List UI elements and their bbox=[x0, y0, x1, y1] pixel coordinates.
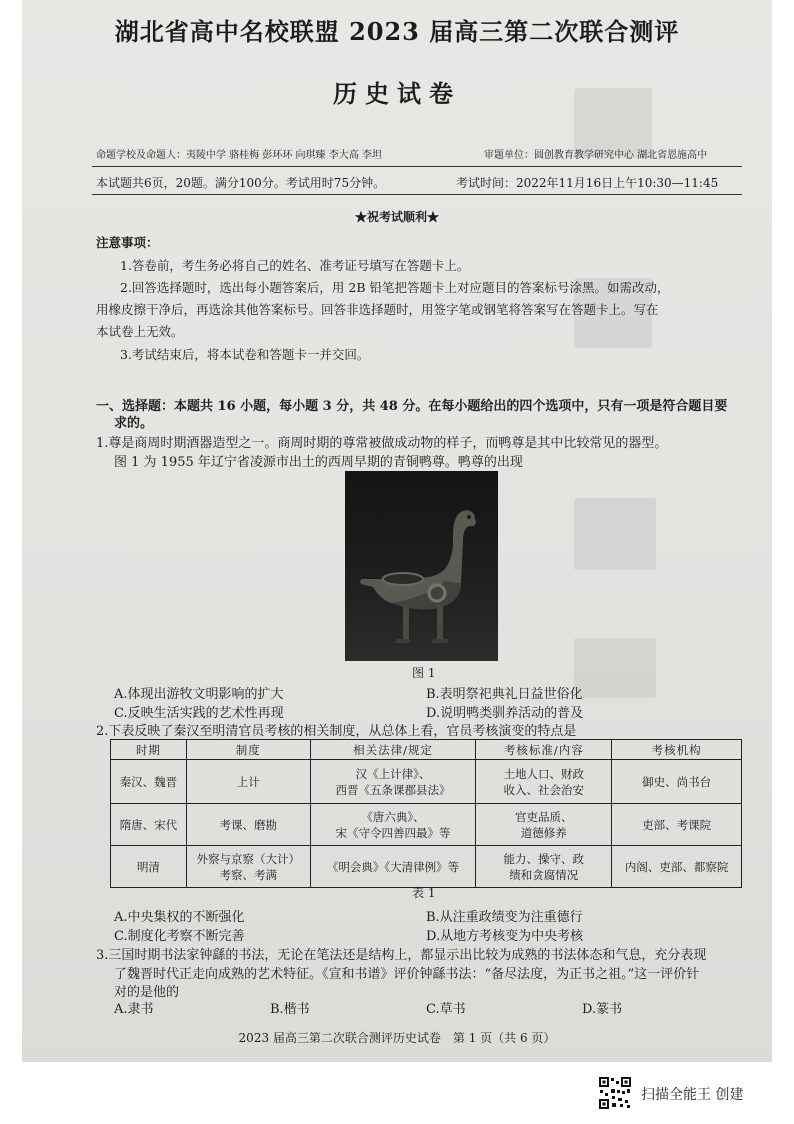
table-cell: 吏部、考课院 bbox=[612, 804, 742, 846]
question-1-option-a: A.体现出游牧文明影响的扩大 bbox=[114, 687, 284, 702]
table-header: 考核机构 bbox=[612, 740, 742, 760]
table-header: 时期 bbox=[111, 740, 187, 760]
figure-1-caption: 图 1 bbox=[412, 666, 436, 680]
scanner-brand-label: 扫描全能王 创建 bbox=[641, 1087, 744, 1103]
question-3-stem-cont: 对的是他的 bbox=[114, 985, 180, 1000]
bleed-through-mark bbox=[574, 638, 656, 698]
question-3-stem: 3.三国时期书法家钟繇的书法，无论在笔法还是结构上，都显示出比较为成熟的书法体态和气息，充分表现 bbox=[96, 948, 707, 963]
bronze-duck-zun-photo bbox=[345, 471, 498, 661]
table-header: 考核标准/内容 bbox=[476, 740, 612, 760]
question-1-stem-cont: 图 1 为 1955 年辽宁省凌源市出土的西周早期的青铜鸭尊。鸭尊的出现 bbox=[114, 455, 523, 470]
question-1-stem: 1.尊是商周时期酒器造型之一。商周时期的尊常被做成动物的样子，而鸭尊是其中比较常见的器型。 bbox=[96, 436, 668, 451]
cell-line: 能力、操守、政 bbox=[503, 851, 585, 866]
table-cell: 秦汉、魏晋 bbox=[111, 760, 187, 804]
table-cell bbox=[310, 846, 476, 888]
exam-time: 考试时间：2022年11月16日上午10:30—11:45 bbox=[456, 176, 719, 190]
table-header: 制度 bbox=[186, 740, 310, 760]
exam-title: 湖北省高中名校联盟 2023 届高三第二次联合测评 bbox=[114, 17, 680, 46]
question-3-stem-cont: 了魏晋时代正走向成熟的艺术特征。《宣和书谱》评价钟繇书法：“备尽法度，为正书之祖。”这一评价针 bbox=[114, 967, 700, 982]
exam-info: 本试题共6页，20题。满分100分。考试用时75分钟。 bbox=[96, 176, 386, 190]
table-cell: 内阁、吏部、都察院 bbox=[612, 846, 742, 888]
cell-line: 宋《守令四善四最》等 bbox=[335, 825, 451, 840]
table-row bbox=[111, 846, 742, 888]
table-cell: 上计 bbox=[186, 760, 310, 804]
question-2-option-d: D.从地方考核变为中央考核 bbox=[426, 929, 584, 944]
cell-line: 外察与京察（大计） bbox=[196, 851, 301, 866]
qr-code-icon bbox=[598, 1076, 632, 1110]
question-2-option-b: B.从注重政绩变为注重德行 bbox=[426, 910, 583, 925]
question-2-option-a: A.中央集权的不断强化 bbox=[114, 910, 245, 925]
info-rule bbox=[92, 194, 742, 195]
question-3-option-d: D.篆书 bbox=[582, 1002, 623, 1017]
question-1-option-c: C.反映生活实践的艺术性再现 bbox=[114, 706, 284, 721]
table-row bbox=[111, 804, 742, 846]
subject-title: 历史试卷 bbox=[333, 79, 461, 108]
table-cell bbox=[476, 760, 612, 804]
table-cell bbox=[310, 804, 476, 846]
table-cell: 御史、尚书台 bbox=[612, 760, 742, 804]
reviewers-line: 审题单位：圆创教育教学研究中心 湖北省恩施高中 bbox=[484, 150, 708, 161]
notes-heading: 注意事项： bbox=[96, 235, 159, 250]
official-assessment-table bbox=[110, 739, 742, 888]
table-cell bbox=[310, 760, 476, 804]
note-item: 用橡皮擦干净后，再选涂其他答案标号。回答非选择题时，用签字笔或钢笔将答案写在答题卡上。写在 bbox=[96, 302, 659, 317]
note-item: 1.答卷前，考生务必将自己的姓名、准考证号填写在答题卡上。 bbox=[120, 258, 470, 273]
table-cell bbox=[186, 846, 310, 888]
cell-line: 汉《上计律》、 bbox=[355, 766, 431, 781]
table-1-caption: 表 1 bbox=[412, 886, 436, 900]
table-header: 相关法律/规定 bbox=[310, 740, 476, 760]
table-cell bbox=[476, 804, 612, 846]
question-1-option-d: D.说明鸭类驯养活动的普及 bbox=[426, 706, 584, 721]
question-1-option-b: B.表明祭祀典礼日益世俗化 bbox=[426, 687, 583, 702]
cell-line: 土地人口、财政 bbox=[503, 766, 585, 781]
note-item: 本试卷上无效。 bbox=[96, 324, 184, 339]
cell-line: 官吏品质、 bbox=[515, 809, 573, 824]
bleed-through-mark bbox=[574, 498, 656, 570]
authors-line: 命题学校及命题人：夷陵中学 骆桂梅 彭环环 向琪臻 李大高 李坦 bbox=[96, 150, 382, 161]
good-luck-line: ★祝考试顺利★ bbox=[354, 210, 439, 224]
table-header-row bbox=[111, 740, 742, 760]
question-3-option-b: B.楷书 bbox=[270, 1002, 310, 1017]
scanned-page bbox=[22, 0, 772, 1062]
section-heading-cont: 求的。 bbox=[114, 416, 154, 431]
cell-line: 西晋《五条课郡县法》 bbox=[335, 782, 451, 797]
section-heading: 一、选择题：本题共 16 小题，每小题 3 分，共 48 分。在每小题给出的四个选项中，只有一项是符合题目要 bbox=[96, 399, 728, 414]
cell-line: 道德修养 bbox=[520, 825, 567, 840]
cell-line: 收入、社会治安 bbox=[503, 782, 585, 797]
note-item: 2.回答选择题时，选出每小题答案后，用 2B 铅笔把答题卡上对应题目的答案标号涂黑。如需改动， bbox=[120, 280, 670, 295]
table-cell: 考课、磨勘 bbox=[186, 804, 310, 846]
question-3-option-a: A.隶书 bbox=[114, 1002, 154, 1017]
question-3-option-c: C.草书 bbox=[426, 1002, 466, 1017]
table-row bbox=[111, 760, 742, 804]
question-2-stem: 2.下表反映了秦汉至明清官员考核的相关制度，从总体上看，官员考核演变的特点是 bbox=[96, 724, 577, 739]
cell-line: 考察、考满 bbox=[219, 867, 278, 882]
table-cell: 隋唐、宋代 bbox=[111, 804, 187, 846]
table-cell: 明清 bbox=[111, 846, 187, 888]
question-2-option-c: C.制度化考察不断完善 bbox=[114, 929, 245, 944]
table-cell bbox=[476, 846, 612, 888]
note-item: 3.考试结束后，将本试卷和答题卡一并交回。 bbox=[120, 347, 370, 362]
cell-line: 《明会典》《大清律例》等 bbox=[326, 859, 460, 874]
page-footer: 2023 届高三第二次联合测评历史试卷 第 1 页（共 6 页） bbox=[238, 1031, 556, 1045]
header-rule bbox=[92, 166, 742, 167]
bronze-duck-zun-image bbox=[345, 471, 498, 661]
cell-line: 绩和贪腐情况 bbox=[509, 867, 579, 882]
cell-line: 《唐六典》、 bbox=[361, 809, 425, 824]
